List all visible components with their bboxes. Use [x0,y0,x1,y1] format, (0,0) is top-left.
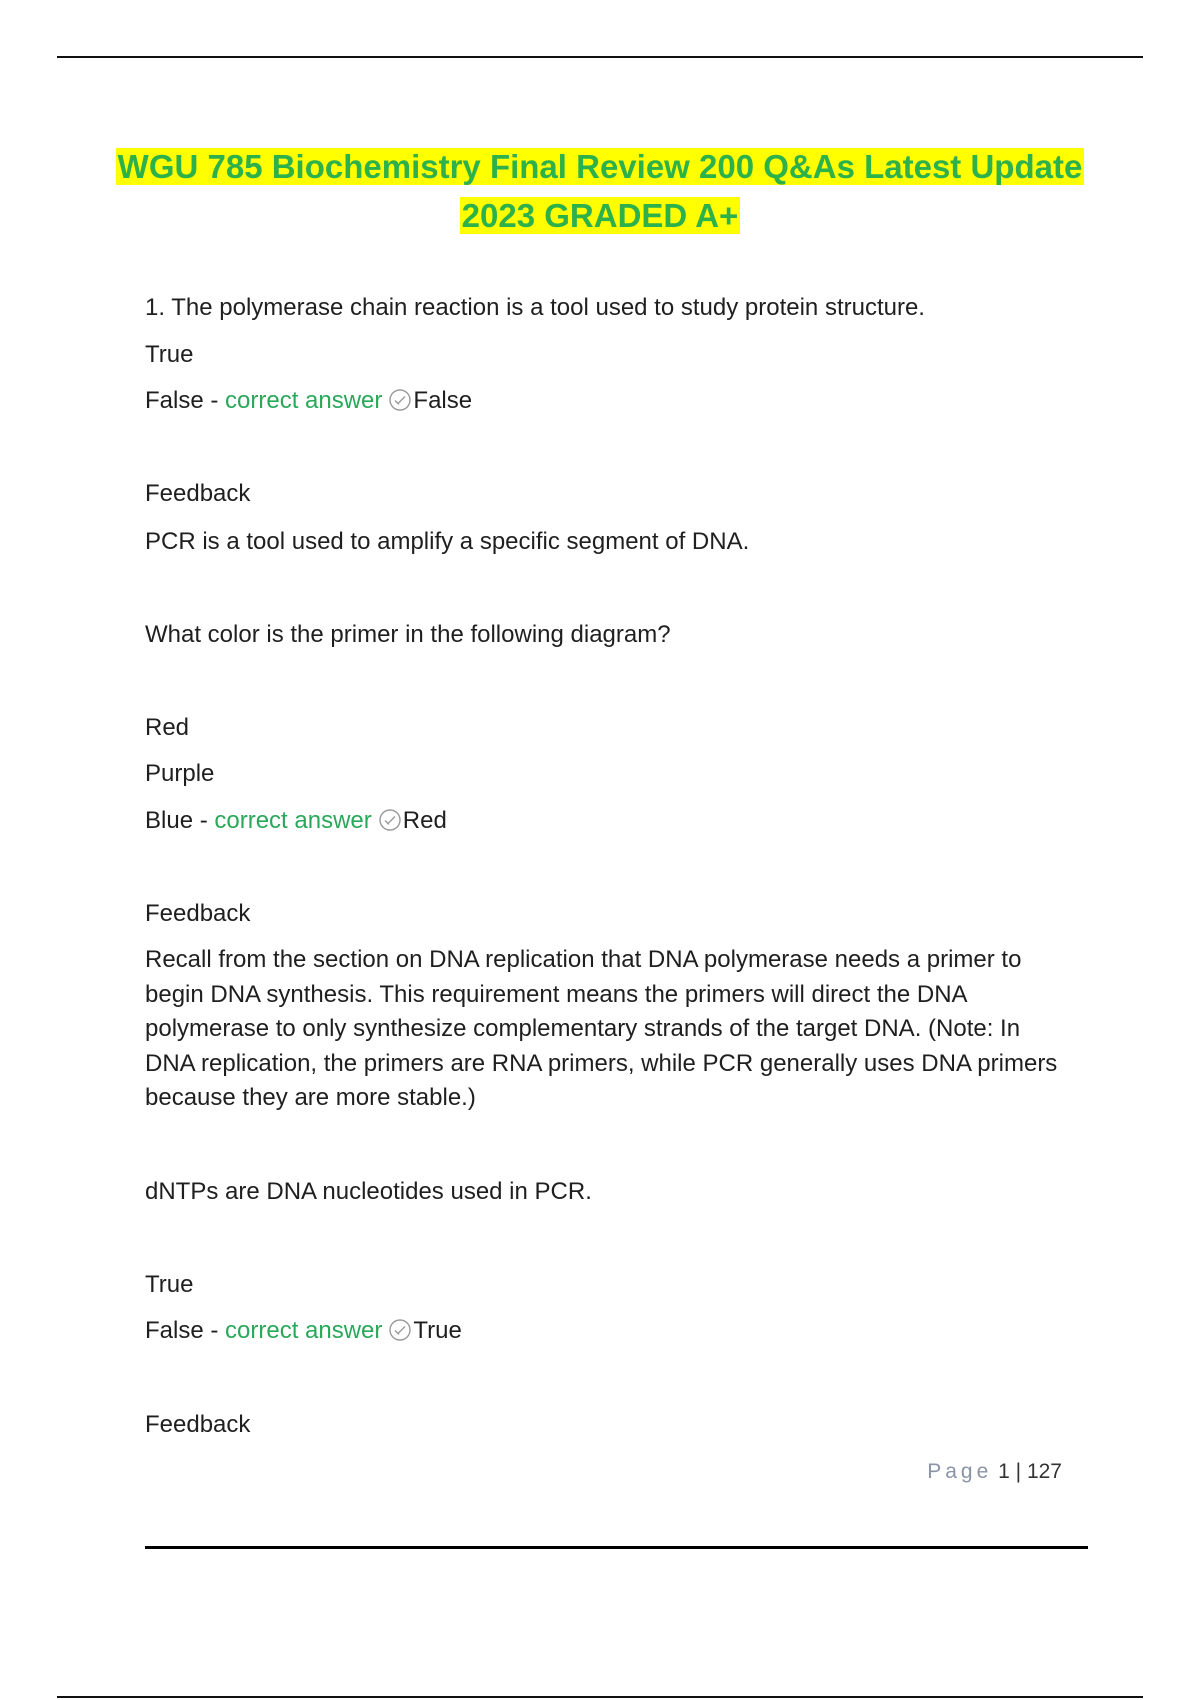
question-3-text: dNTPs are DNA nucleotides used in PCR. [145,1178,592,1205]
correct-answer-value: True [413,1317,462,1344]
question-3-answer-line [145,1316,462,1346]
page-label: Page [927,1460,993,1483]
question-2-feedback-heading: Feedback [145,900,251,927]
bottom-rule [57,1696,1143,1698]
check-circle-icon [388,1318,412,1342]
question-3-option-true: True [145,1271,194,1298]
question-2-text: What color is the primer in the following diagram? [145,621,671,648]
question-1-option-false: False - [145,387,226,414]
page-total: 127 [1026,1460,1062,1483]
correct-answer-label: correct answer [225,387,383,414]
correct-answer-label: correct answer [225,1317,383,1344]
question-2-option-red: Red [145,714,190,741]
question-2-feedback-text: Recall from the section on DNA replication that DNA polymerase needs a primer to begin DNA synthesis. This requirement means the primers will direct the DNA polymerase to only synthesize complementary strands of the target DNA. (Note: In DNA replication, the primers are RNA primers, while PCR generally uses DNA primers because they are more stable.) [145,946,1058,1111]
page-number: 1 [998,1460,1010,1483]
page-separator: | [1015,1460,1022,1483]
footer-rule [145,1546,1088,1549]
question-2-answer-line [145,806,447,836]
question-3-feedback-heading: Feedback [145,1411,251,1438]
question-2-option-purple: Purple [145,760,215,787]
check-circle-icon [378,808,402,832]
top-rule [57,56,1143,58]
question-3-option-false: False - [145,1317,226,1344]
question-1-answer-line [145,386,472,416]
correct-answer-label: correct answer [214,807,372,834]
page-footer [927,1458,1062,1486]
correct-answer-value: False [413,387,473,414]
document-title: WGU 785 Biochemistry Final Review 200 Q&As Latest Update 2023 GRADED A+ [117,148,1083,234]
question-1-feedback-heading: Feedback [145,480,251,507]
question-1-feedback-text: PCR is a tool used to amplify a specific segment of DNA. [145,528,750,555]
question-2-option-blue: Blue - [145,807,215,834]
question-1-option-true: True [145,341,194,368]
correct-answer-value: Red [402,807,447,834]
check-circle-icon [388,388,412,412]
question-1-text: 1. The polymerase chain reaction is a tool used to study protein structure. [145,294,925,321]
